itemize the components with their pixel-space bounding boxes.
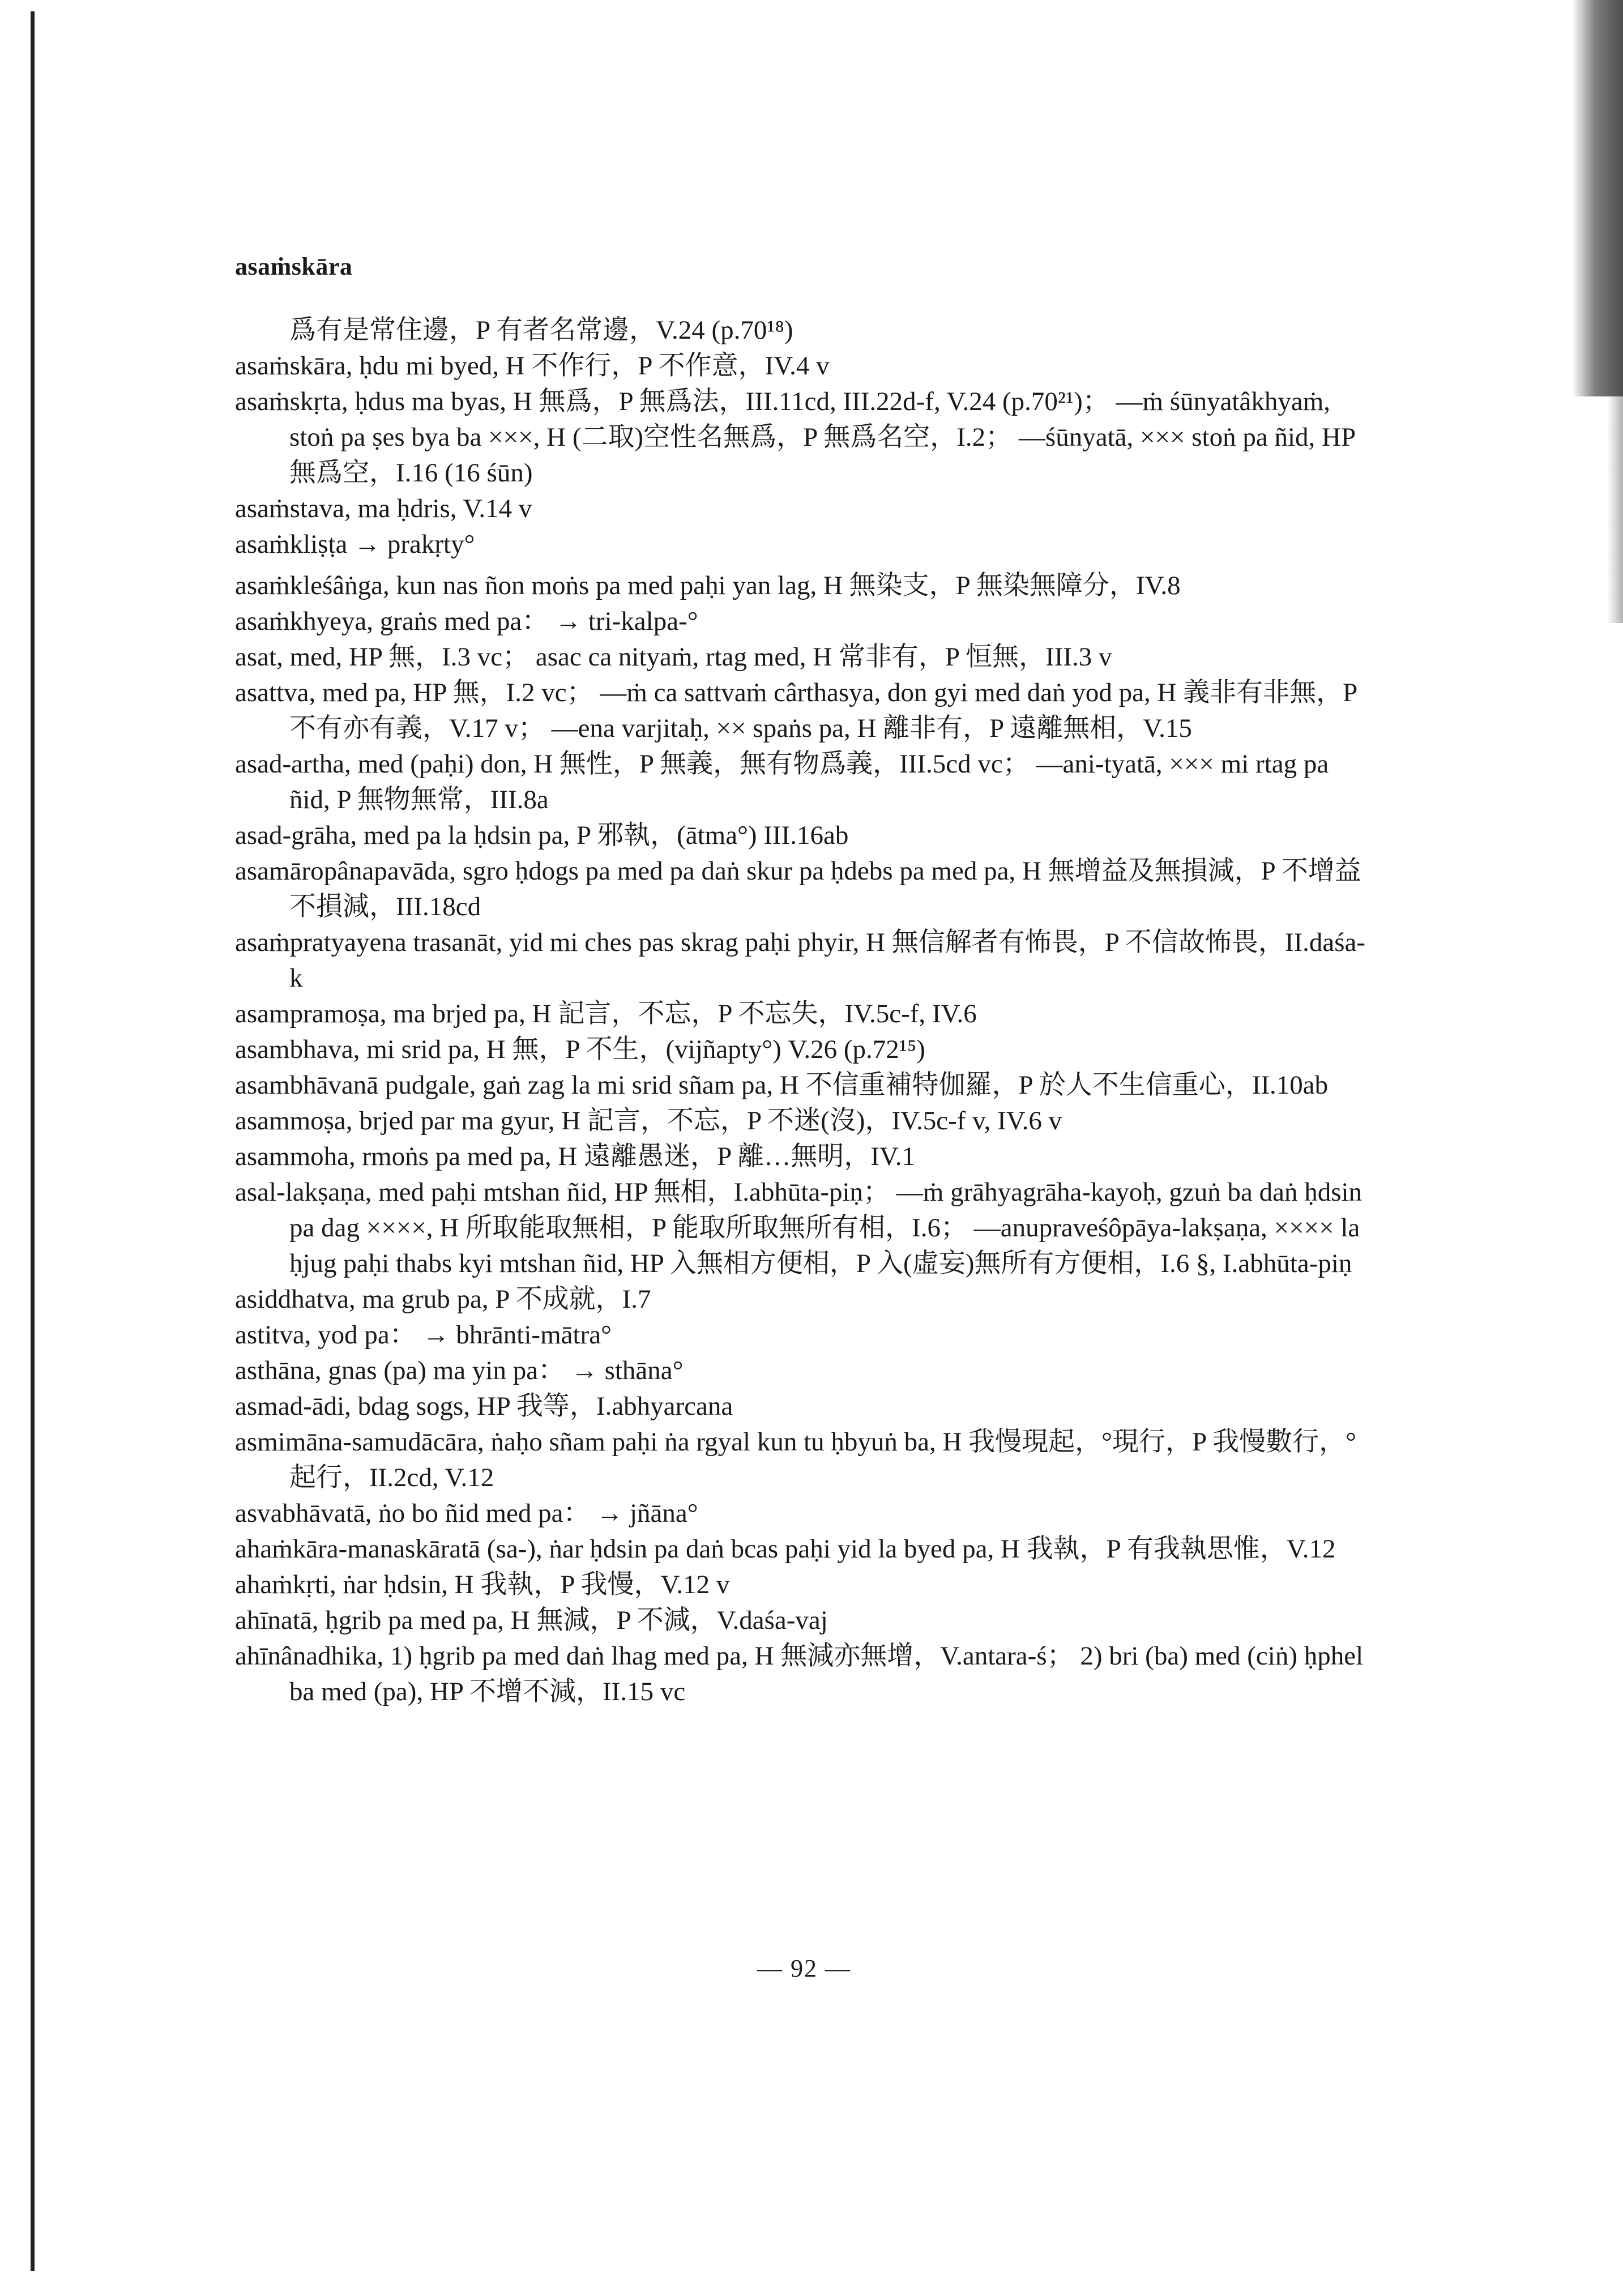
dictionary-page <box>235 252 1373 1982</box>
scan-edge-right <box>1572 0 1623 396</box>
entry-ahinata: ahīnatā, ḥgrib pa med pa, H 無減，P 不減，V.daśa-vaj <box>235 1606 828 1635</box>
entry-asamstava: asaṁstava, ma ḥdris, V.14 v <box>235 494 532 523</box>
entry-asad-graha: asad-grāha, med pa la ḥdsin pa, P 邪執，(ātma°) III.16ab <box>235 821 849 850</box>
entry-asambhavana: asambhāvanā pudgale, gaṅ zag la mi srid sñam pa, H 不信重補特伽羅，P 於人不生信重心，II.10ab <box>235 1070 1329 1100</box>
entry-asamklesanga: asaṁkleśâṅga, kun nas ñon moṅs pa med paḥi yan lag, H 無染支，P 無染無障分，IV.8 <box>235 571 1181 600</box>
entry-list <box>235 313 1373 1710</box>
entry-asthana: asthāna, gnas (pa) ma yin pa： → sthāna° <box>235 1356 684 1385</box>
entry-astitva: astitva, yod pa： → bhrānti-mātra° <box>235 1320 612 1350</box>
entry-continuation: 爲有是常住邊，P 有者名常邊，V.24 (p.70¹⁸) <box>289 315 793 345</box>
entry-asammoha: asammoha, rmoṅs pa med pa, H 遠離愚迷，P 離…無明，IV.1 <box>235 1142 916 1171</box>
entry-ahamkara: ahaṁkāra-manaskāratā (sa-), ṅar ḥdsin pa daṅ bcas paḥi yid la byed pa, H 我執，P 有我執思惟，V.12 <box>235 1534 1336 1564</box>
entry-asvabhavata: asvabhāvatā, ṅo bo ñid med pa： → jñāna° <box>235 1499 698 1528</box>
entry-asammosa: asammoṣa, brjed par ma gyur, H 記言，不忘，P 不迷(沒)，IV.5c-f v, IV.6 v <box>235 1106 1062 1136</box>
entry-asat: asat, med, HP 無，I.3 vc； asac ca nityaṁ, rtag med, H 常非有，P 恒無，III.3 v <box>235 642 1112 672</box>
entry-asmimana: asmimāna-samudācāra, ṅaḥo sñam paḥi ṅa rgyal kun tu ḥbyuṅ ba, H 我慢現起，°現行，P 我慢數行，°起行，II.2cd, V.12 <box>235 1427 1356 1492</box>
entry-asambhava: asambhava, mi srid pa, H 無，P 不生，(vijñapty°) V.26 (p.72¹⁵) <box>235 1035 925 1064</box>
entry-ahamkrti: ahaṁkṛti, ṅar ḥdsin, H 我執，P 我慢，V.12 v <box>235 1570 730 1599</box>
entry-asattva: asattva, med pa, HP 無，I.2 vc； —ṁ ca sattvaṁ cârthasya, don gyi med daṅ yod pa, H 義非有非無，P 不有亦有義，V.17 v； —ena varjitaḥ, ×× spaṅs pa, H 離非有，P 遠離無相，V.15 <box>235 678 1357 743</box>
entry-asamaropanapavada: asamāropânapavāda, sgro ḥdogs pa med pa daṅ skur pa ḥdebs pa med pa, H 無增益及無損減，P 不增益不損減，III.18cd <box>235 856 1361 921</box>
entry-asiddhatva: asiddhatva, ma grub pa, P 不成就，I.7 <box>235 1284 651 1314</box>
entry-ahinanadhika: ahīnânadhika, 1) ḥgrib pa med daṅ lhag med pa, H 無減亦無增，V.antara-ś； 2) bri (ba) med (ciṅ) ḥphel ba med (pa), HP 不增不減，II.15 vc <box>235 1641 1364 1706</box>
entry-asal-laksana: asal-lakṣaṇa, med paḥi mtshan ñid, HP 無相，I.abhūta-piṇ； —ṁ grāhyagrāha-kayoḥ, gzuṅ ba daṅ ḥdsin pa dag ××××, H 所取能取無相，P 能取所取無所有相，I.6； —anupraveśôpāya-lakṣaṇa, ×××× la ḥjug paḥi thabs kyi mtshan ñid, HP 入無相方便相，P 入(虛妄)無所有方便相，I.6 §, I.abhūta-piṇ <box>235 1177 1363 1278</box>
entry-asmad-adi: asmad-ādi, bdag sogs, HP 我等，I.abhyarcana <box>235 1392 733 1421</box>
entry-asamskara: asaṁskāra, ḥdu mi byed, H 不作行，P 不作意，IV.4 v <box>235 351 830 381</box>
entry-asampratyayena: asaṁpratyayena trasanāt, yid mi ches pas skrag paḥi phyir, H 無信解者有怖畏，P 不信故怖畏，II.daśa-k <box>235 928 1366 993</box>
page-number: — 92 — <box>757 1954 851 1982</box>
running-head: asaṁskāra <box>235 253 353 280</box>
scan-edge-left <box>31 11 35 2271</box>
entry-asamklista: asaṁkliṣṭa → prakṛty° <box>235 530 475 559</box>
scan-edge-right-lower <box>1607 396 1623 623</box>
entry-asamkhyeya: asaṁkhyeya, graṅs med pa： → tri-kalpa-° <box>235 607 698 636</box>
entry-asad-artha: asad-artha, med (paḥi) don, H 無性，P 無義，無有物爲義，III.5cd vc； —ani-tyatā, ××× mi rtag pa ñid, P 無物無常，III.8a <box>235 749 1329 814</box>
entry-asamskrta: asaṁskṛta, ḥdus ma byas, H 無爲，P 無爲法，III.11cd, III.22d-f, V.24 (p.70²¹)； —ṁ śūnyatâkhyaṁ, stoṅ pa ṣes bya ba ×××, H (二取)空性名無爲，P 無爲名空，I.2； —śūnyatā, ××× stoṅ pa ñid, HP 無爲空，I.16 (16 śūn) <box>235 387 1355 488</box>
entry-asampramosa: asampramoṣa, ma brjed pa, H 記言，不忘，P 不忘失，IV.5c-f, IV.6 <box>235 999 977 1028</box>
